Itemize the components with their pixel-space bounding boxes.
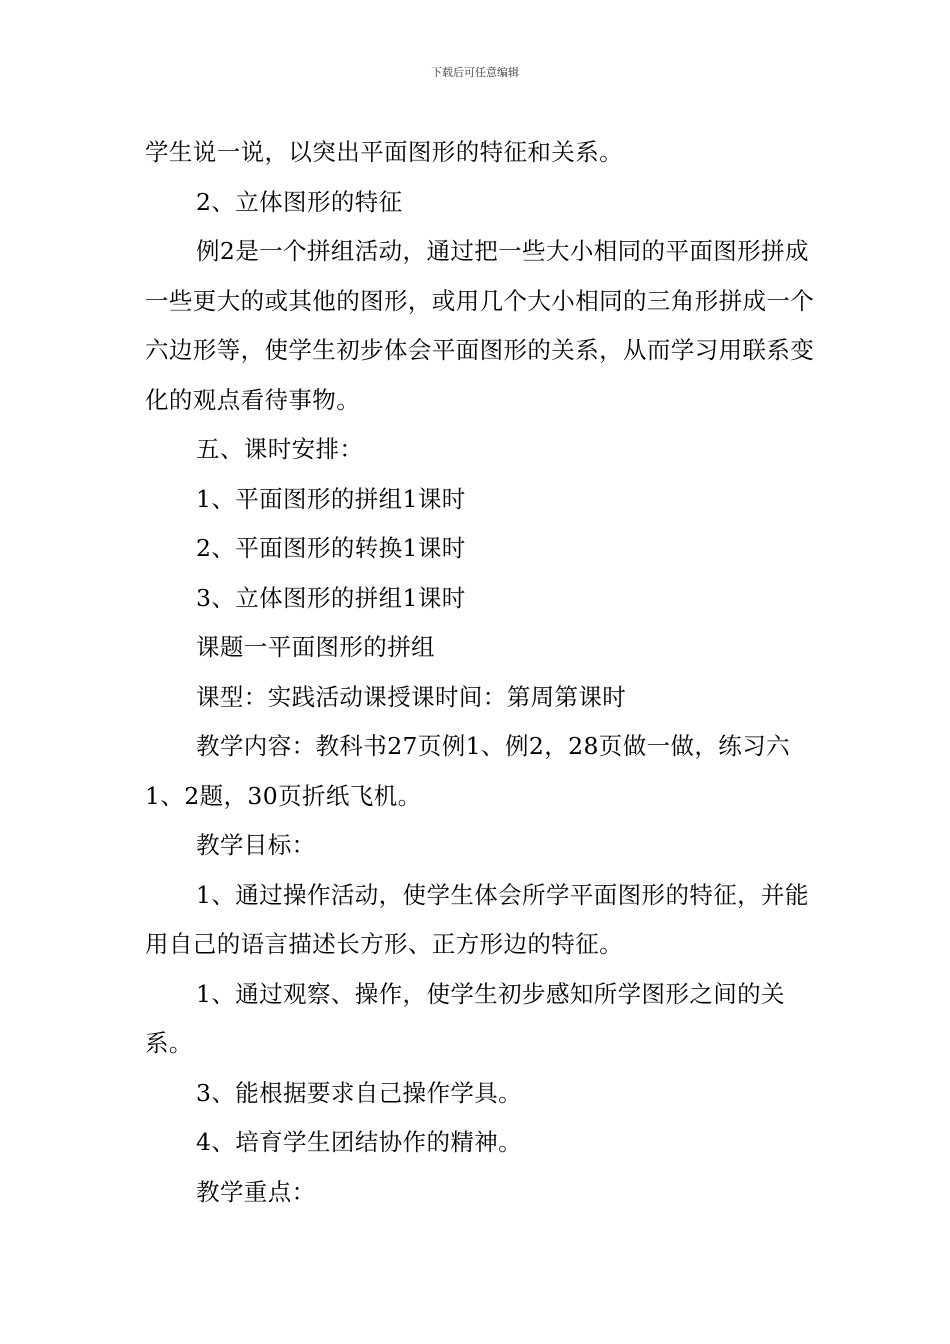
paragraph-1: 学生说一说，以突出平面图形的特征和关系。 [145,138,623,166]
paragraph-8: 课题一平面图形的拼组 [196,633,435,661]
page-header: 下载后可任意编辑 [431,66,519,79]
document-body [145,128,815,1217]
paragraph-9: 课型：实践活动课授课时间：第周第课时 [196,682,627,711]
paragraph-16: 教学重点： [196,1177,316,1206]
paragraph-13: 1、通过观察、操作，使学生初步感知所学图形之间的关系。 [145,979,785,1057]
paragraph-3: 例2是一个拼组活动，通过把一些大小相同的平面图形拼成一些更大的或其他的图形，或用几个大小相同的三角形拼成一个六边形等，使学生初步体会平面图形的关系，从而学习用联系变化的观点看待事物。 [145,237,815,414]
paragraph-4: 五、课时安排： [196,435,364,463]
paragraph-10: 教学内容：教科书27页例1、例2，28页做一做，练习六1、2题，30页折纸飞机。 [145,732,791,810]
paragraph-2: 2、立体图形的特征 [196,187,403,216]
paragraph-7: 3、立体图形的拼组1课时 [196,583,466,612]
paragraph-12: 1、通过操作活动，使学生体会所学平面图形的特征，并能用自己的语言描述长方形、正方形边的特征。 [145,880,809,958]
paragraph-6: 2、平面图形的转换1课时 [196,534,466,562]
paragraph-5: 1、平面图形的拼组1课时 [196,484,466,513]
paragraph-14: 3、能根据要求自己操作学具。 [196,1078,523,1107]
paragraph-15: 4、培育学生团结协作的精神。 [196,1128,523,1156]
paragraph-11: 教学目标： [196,831,316,859]
